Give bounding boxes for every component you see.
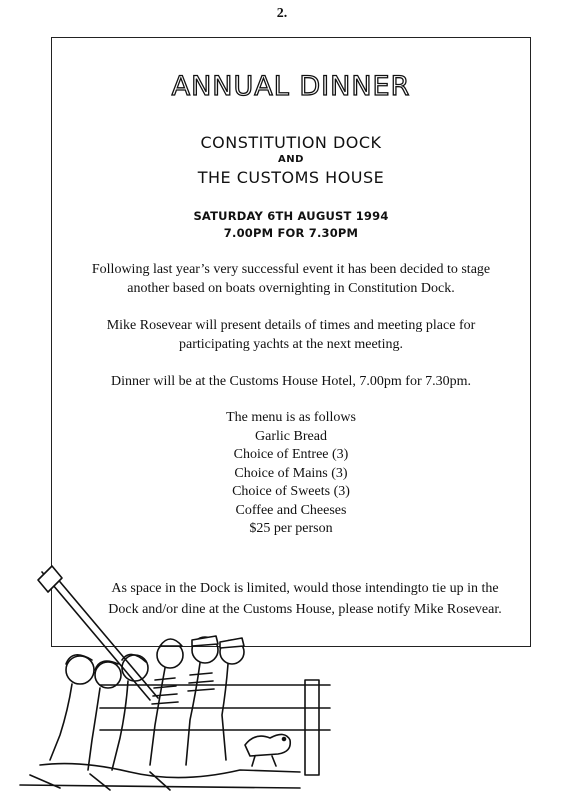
notice-line-2: Dock and/or dine at the Customs House, please notify Mike Rosevear.	[108, 602, 502, 617]
venue	[51, 132, 531, 188]
paragraph-intro: Following last year’s very successful event it has been decided to stage another based on boats overnighting in Constitution Dock.	[91, 262, 491, 296]
venue-line-2: AND	[278, 154, 304, 165]
menu-item: Coffee and Cheeses	[235, 502, 347, 518]
page-number: 2.	[276, 6, 288, 21]
notice-line-1: As space in the Dock is limited, would those intendingto tie up in the	[111, 581, 499, 596]
event-datetime	[51, 208, 531, 242]
menu-item: Choice of Mains (3)	[234, 465, 348, 481]
menu-heading: The menu is as follows	[226, 410, 356, 425]
notice-content	[51, 37, 531, 539]
menu-price: $25 per person	[249, 521, 333, 536]
menu-item: Choice of Entree (3)	[233, 447, 349, 462]
event-title: ANNUAL DINNER	[171, 71, 411, 102]
paragraph-dinner: Dinner will be at the Customs House Hotel, 7.00pm for 7.30pm.	[110, 374, 472, 389]
event-date: SATURDAY 6TH AUGUST 1994	[193, 209, 389, 223]
menu-item: Choice of Sweets (3)	[232, 484, 350, 499]
notice-text	[65, 578, 545, 620]
venue-line-3: THE CUSTOMS HOUSE	[197, 168, 385, 187]
menu	[51, 409, 531, 539]
event-time: 7.00PM FOR 7.30PM	[223, 226, 359, 240]
venue-line-1: CONSTITUTION DOCK	[200, 133, 382, 152]
paragraph-meeting: Mike Rosevear will present details of times and meeting place for participating yachts at the next meeting.	[106, 318, 476, 352]
menu-item: Garlic Bread	[255, 428, 327, 444]
